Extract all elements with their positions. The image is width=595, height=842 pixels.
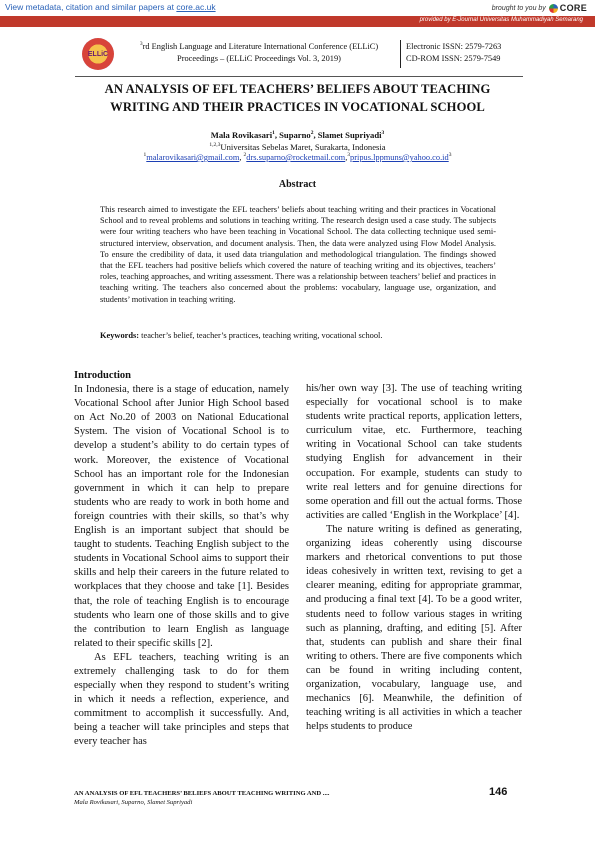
section-heading-introduction: Introduction — [74, 370, 131, 381]
ellic-logo-text: ELLiC — [87, 50, 109, 58]
conference-title-line1: rd English Language and Literature International Conference (ELLiC) — [142, 42, 379, 51]
core-view-metadata — [5, 2, 216, 12]
affiliation-sup: 1,2,3 — [209, 142, 221, 149]
intro-paragraph-1: In Indonesia, there is a stage of education, namely Vocational School after Junior High School based on Act No.20 of 2003 on National Educational System. The vision of Vocational School is to develop a student’s ability to do certain types of work. Moreover, the existence of Vocational School has an important role for the Indonesian government in which it can help to prepare students who are ready to work in both home and foreign countries with their skills, so that’s why English is an important subject that should be taught to students. Teaching English subject to the students in Vocational School aims to support their skills and help their careers in the future related to workplaces that they choose and take [1]. Besides that, the role of teaching English is to encourage students who learn one of those skills and to give the contribution to learn English as language related to their specific skills [2]. — [74, 384, 289, 649]
email-3-link[interactable]: pripus.lppmuns@yahoo.co.id — [350, 153, 449, 162]
intro-paragraph-3: his/her own way [3]. The use of teaching writing especially for vocational school is to make students write practical reports, application letters, curriculum vitae, etc. Furthermore, teaching writing in Vocational School can take students studying English for advancement in their occupation. For example, students can study to write real letters and for genuine directions for some operation and fill out the actual forms. Those activities are called ‘English in the Workplace’ [4]. — [306, 383, 522, 521]
body-column-left — [74, 369, 289, 750]
header-divider — [400, 40, 401, 68]
author-2-sup: 2 — [310, 130, 314, 137]
header-rule — [75, 76, 523, 77]
email-3-tail-sup: 3 — [448, 152, 452, 159]
author-1: Mala Rovikasari — [210, 130, 273, 140]
core-view-text: View metadata, citation and similar papers at — [5, 2, 174, 12]
core-link[interactable]: core.ac.uk — [176, 2, 216, 12]
provider-text[interactable]: provided by E-Journal Universitas Muhammadiyah Semarang — [419, 16, 583, 23]
author-1-sup: 1 — [272, 130, 275, 137]
email-3-sup: 3 — [347, 152, 351, 159]
cdrom-issn: CD-ROM ISSN: 2579-7549 — [406, 53, 501, 63]
email-2-link[interactable]: drs.suparno@rocketmail.com — [246, 153, 346, 162]
footer-running-title: AN ANALYSIS OF EFL TEACHERS’ BELIEFS ABOUT TEACHING WRITING AND .... — [74, 790, 330, 797]
conference-title-sup: 3 — [139, 41, 143, 48]
footer-authors: Mala Rovikasari, Suparno, Slamet Supriyadi — [74, 799, 193, 806]
issn-block — [406, 41, 501, 64]
electronic-issn: Electronic ISSN: 2579-7263 — [406, 42, 502, 51]
core-brought-text: brought to you by — [491, 4, 546, 12]
affiliation-text: Universitas Sebelas Maret, Surakarta, Indonesia — [220, 142, 386, 152]
email-2-sup: 2 — [243, 152, 247, 159]
paper-title-line1: AN ANALYSIS OF EFL TEACHERS’ BELIEFS ABOUT TEACHING — [104, 82, 491, 96]
affiliation — [0, 142, 595, 152]
abstract-heading: Abstract — [278, 179, 317, 190]
paper-title-line2: WRITING AND THEIR PRACTICES IN VOCATIONAL SCHOOL — [110, 100, 485, 114]
email-1-link[interactable]: malarovikasari@gmail.com — [146, 153, 240, 162]
ellic-logo-icon — [82, 38, 114, 70]
page-number: 146 — [489, 786, 508, 798]
keywords-label: Keywords: — [100, 331, 140, 340]
core-logo-icon — [549, 4, 558, 13]
body-column-right — [306, 382, 522, 734]
paper-title — [60, 80, 535, 116]
abstract-body: This research aimed to investigate the EFL teachers’ beliefs about teaching writing and their practices in Vocational School and to reveal problems and solutions in teaching writing. The research design used a case study. The subjects were four writing teachers who have been teaching in Vocational School. The data collecting technique used semi-structured interview, observation, and document analysis. Then, the data were analyzed using Flow Model Analysis. To ensure the credibility of data, it used data triangulation and methodological triangulation. The findings showed that the EFL teachers had positive beliefs which covered the nature of teaching writing and its objectives, teachers’ roles, teaching approaches, and writing assessment. There was a relationship between teachers’ belief and practices in teaching writing. The teachers also concerned about the problems: vocabulary, language use, organization, and students’ motivation in teaching writing. — [100, 205, 496, 304]
author-3: Slamet Supriyadi — [317, 130, 382, 140]
core-logo[interactable] — [549, 3, 587, 13]
conference-title-line2: Proceedings – (ELLiC Proceedings Vol. 3, 2019) — [177, 53, 341, 63]
email-1-sup: 1 — [143, 152, 147, 159]
keywords-text: teacher’s belief, teacher’s practices, teaching writing, vocational school. — [139, 331, 383, 340]
author-2: Suparno — [279, 130, 311, 140]
keywords — [100, 331, 496, 340]
intro-paragraph-4: The nature writing is defined as generating, organizing ideas coherently using discourse markers and rhetorical conventions to put those ideas cohesively in written text, revising to get a clearer meaning, editing for appropriate grammar, and producing a final text [4]. To be a good writer, students need to follow various stages in writing such as planning, drafting, and editing [5]. After that, students can publish and share their final writing to others. There are five components which can be found in writing including content, organization, vocabulary, language use, and mechanics [6]. Meanwhile, the definition of teaching writing is all activities in which a teacher helps students to produce — [306, 523, 522, 733]
authors: Mala Rovikasari$^1$, Suparno$^2$, Slamet Supriyadi$^3$ — [210, 130, 385, 140]
conference-title — [124, 41, 394, 64]
author-emails: $^1$malarovikasari@gmail.com, $^2drs.suparno@rocketmail.com,^3pripus.lppmuns@yahoo.co.id^3$ — [143, 152, 452, 162]
author-3-sup: 3 — [381, 130, 385, 137]
core-brought-by — [492, 3, 587, 13]
core-brand: CORE — [559, 3, 587, 13]
intro-paragraph-2: As EFL teachers, teaching writing is an extremely challenging task to do for them especially when they respond to student’s writing in which it needs a reflection, experience, and commitment to accomplish it successfully. And, being a teacher will take principles and steps that every teacher has — [74, 651, 289, 748]
